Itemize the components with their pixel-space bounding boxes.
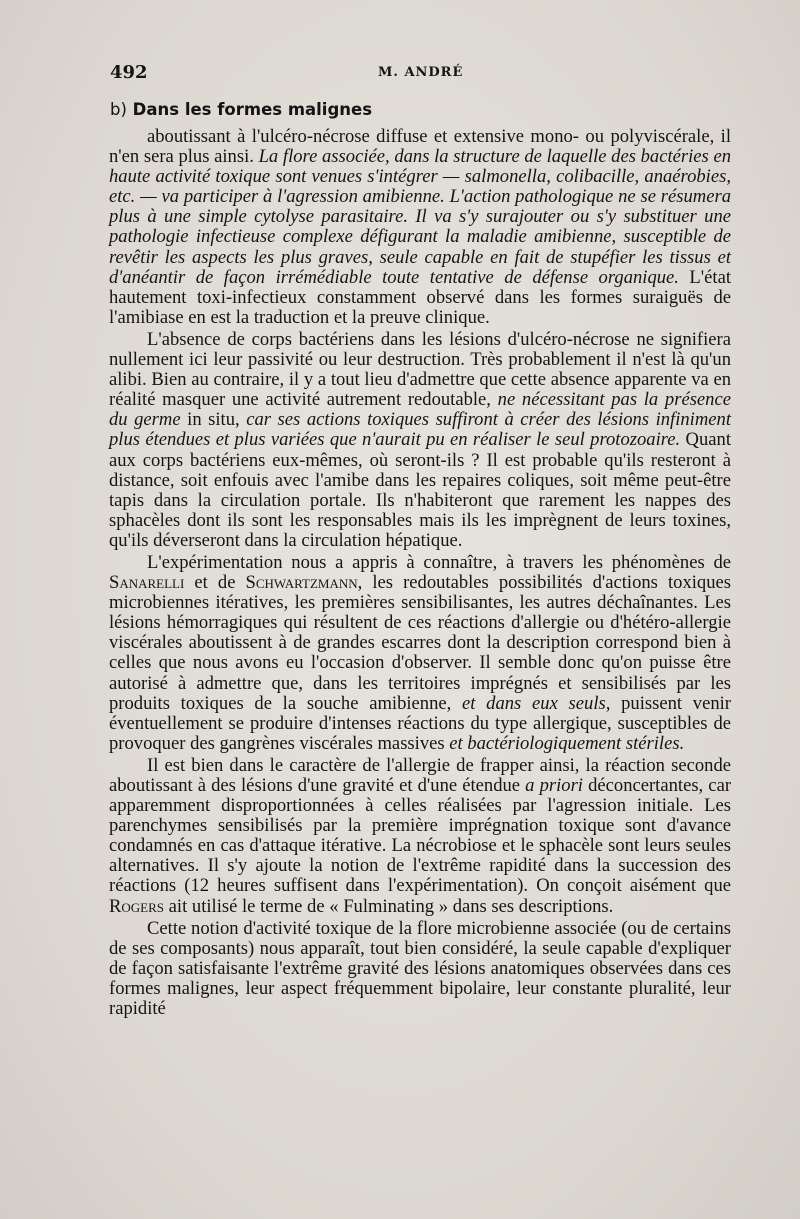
text-run: puissent venir éventuellement se produire d'intenses réactions du type allergique, susceptibles de provoquer des gangrènes viscérales massives (109, 692, 731, 754)
text-run: Quant aux corps bactériens eux-mêmes, où seront-ils ? Il est probable qu'ils resteront à distance, soit enfouis avec l'amibe dans les repaires coliques, soit même peut-être tapis dans la circulation portale. Ils n'habiteront que rarement les nappes des sphacèles dont ils sont les responsables mais ils les imprègnent de leurs toxines, qu'ils déverseront dans la circulation hépatique. (109, 429, 731, 551)
text-run: , les redoutables possibilités d'actions toxiques microbiennes itératives, les premières sensibilisantes, les autres déchaînantes. Les lésions hémorragiques qui résultent de ces réactions d'allergie ou d'hétéro-allergie viscérales aboutissent à de grandes escarres dont la description correspond bien à celles que nous avons eu l'occasion d'observer. Il semble donc qu'on puisse être autorisé à admettre que, dans les territoires imprégnés et sensibilisés par les produits toxiques de la souche amibienne, (109, 572, 731, 714)
paragraph (109, 756, 731, 917)
section-marker: b) (110, 100, 127, 119)
text-run: Cette notion d'activité toxique de la flore microbienne associée (ou de certains de ses composants) nous apparaît, tout bien considéré, la seule capable d'expliquer de façon satisfaisante l'extrême gravité des lésions anatomiques observées dans ces formes malignes, leur aspect fréquemment bipolaire, leur constante pluralité, leur rapidité (109, 917, 731, 1020)
text-run: ait utilisé le terme de « Fulminating » dans ses descriptions. (164, 895, 614, 917)
text-run: déconcertantes, car apparemment disproportionnées à celles réalisées par l'agression initiale. Les parenchymes sensibilisés par la première imprégnation toxique sont d'avance condamnés en cas d'attaque itérative. La nécrobiose et le sphacèle sont leurs seules alternatives. Il s'y ajoute la notion de l'extrême rapidité dans la succession des réactions (12 heures suffisent dans l'expérimentation). On conçoit aisément que (109, 775, 732, 897)
paragraph (109, 330, 731, 551)
text-run: in situ, (180, 409, 247, 431)
text-run: L'état hautement toxi-infectieux constamment observé dans les formes suraiguës de l'amibiase en est la traduction et la preuve clinique. (109, 266, 731, 328)
italic-run: a priori (525, 775, 583, 796)
page-header (110, 62, 730, 86)
paragraph (109, 553, 731, 754)
author-name: Schwartzmann (245, 572, 358, 594)
text-run: Il est bien dans le caractère de l'allergie de frapper ainsi, la réaction seconde aboutissant à des lésions d'une gravité et d'une étendue (109, 754, 731, 796)
italic-run: La flore associée, dans la structure de laquelle des bactéries en haute activité toxique sont venues s'intégrer — salmonella, colibacille, anaérobies, etc. — va participer à l'agression amibienne. L'action pathologique ne se résumera plus à une simple cytolyse parasitaire. Il va s'y surajouter ou s'y substituer une pathologie infectieuse complexe défigurant la maladie amibienne, susceptible de revêtir les aspects les plus graves, seule capable en fait de stupéfier les tissus et d'anéantir de façon irrémédiable toute tentative de défense organique. (109, 146, 731, 288)
paragraph (109, 919, 731, 1019)
author-name: Sanarelli (109, 572, 185, 594)
section-heading (110, 100, 372, 119)
italic-run: et bactériologiquement stériles. (449, 732, 685, 754)
running-head: M. ANDRÉ (378, 65, 464, 80)
body-text (109, 127, 731, 1019)
italic-run: ne nécessitant pas la présence du germe (109, 389, 731, 431)
page-number: 492 (110, 62, 148, 83)
text-run: L'expérimentation nous a appris à connaître, à travers les phénomènes de (147, 551, 731, 573)
italic-run: et dans eux seuls, (462, 692, 611, 714)
author-name: Rogers (109, 895, 165, 917)
text-run: et de (184, 572, 246, 594)
text-run: aboutissant à l'ulcéro-nécrose diffuse et extensive mono- ou polyviscérale, il n'en sera plus ainsi. (109, 126, 731, 168)
italic-run: car ses actions toxiques suffiront à créer des lésions infiniment plus étendues et plus variées que n'aurait pu en réaliser le seul protozoaire. (109, 409, 731, 451)
text-run: L'absence de corps bactériens dans les lésions d'ulcéro-nécrose ne signifiera nullement ici leur passivité ou leur destruction. Très probablement il n'est là qu'un alibi. Bien au contraire, il y a tout lieu d'admettre que cette absence apparente va en réalité masquer une activité autrement redoutable, (109, 328, 731, 411)
section-title: Dans les formes malignes (132, 100, 373, 119)
paragraph (109, 127, 731, 328)
